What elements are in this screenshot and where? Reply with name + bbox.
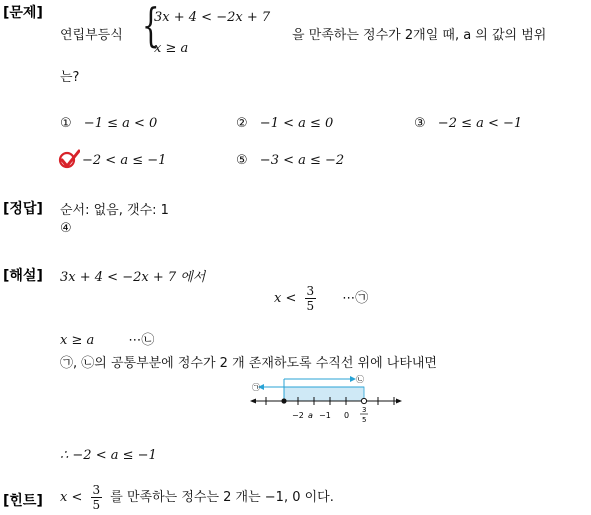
hint-fraction (91, 483, 103, 512)
choice-text: −3 < a ≤ −2 (259, 153, 345, 168)
tick-label-fraction-numerator: 3 (362, 406, 367, 414)
hint-line (60, 483, 334, 512)
equation-tag: ⋯㉡ (128, 333, 155, 348)
choice-3[interactable] (414, 116, 522, 131)
system-equation-1: 3x + 4 < −2x + 7 (154, 10, 271, 25)
ineq-text: x ≥ a (60, 333, 95, 348)
hint-text: 를 만족하는 정수는 2 개는 −1, 0 이다. (110, 490, 334, 505)
fraction-denominator: 5 (306, 299, 315, 313)
solution-label: [해설] (3, 268, 43, 284)
fraction-numerator: 3 (92, 483, 101, 497)
hint-lhs: x < (60, 490, 83, 505)
system-brace: { (142, 0, 160, 52)
tick-label-minus-one: −1 (319, 411, 331, 420)
problem-label: [문제] (3, 5, 43, 21)
choice-1[interactable] (60, 116, 157, 131)
choice-text: −2 ≤ a < −1 (437, 116, 523, 131)
fraction-denominator: 5 (92, 498, 101, 512)
number-line-diagram (248, 374, 408, 430)
tick-label-fraction-denominator: 5 (362, 416, 367, 424)
hint-label: [힌트] (3, 493, 43, 509)
answer-line1: 순서: 없음, 갯수: 1 (60, 203, 169, 218)
label-circle-right: ㉡ (356, 375, 364, 384)
ineq-lhs: x < (274, 291, 297, 306)
choice-text: −1 ≤ a < 0 (83, 116, 158, 131)
axis-arrow-left (250, 399, 256, 404)
problem-intro: 연립부등식 (60, 28, 123, 43)
choice-5[interactable] (236, 153, 344, 168)
question-text-line2: 는? (60, 70, 80, 85)
question-text-line1: 을 만족하는 정수가 2개일 때, a 의 값의 범위 (292, 28, 547, 43)
solution-conclusion: ∴ −2 < a ≤ −1 (60, 448, 157, 463)
choice-number: ② (236, 116, 248, 131)
tick-label-minus-two: −2 (292, 411, 304, 420)
choice-2[interactable] (236, 116, 333, 131)
solution-inequality-2 (60, 329, 154, 348)
equation-tag: ⋯㉠ (342, 291, 369, 306)
choice-number: ③ (414, 116, 426, 131)
choice-number: ⑤ (236, 153, 248, 168)
solution-line1: 3x + 4 < −2x + 7 에서 (60, 270, 206, 285)
check-mark-icon (58, 149, 80, 169)
tick-label-a: a (308, 411, 313, 420)
choice-number: ① (60, 116, 72, 131)
choice-text: −2 < a ≤ −1 (82, 153, 167, 168)
answer-label: [정답] (3, 201, 43, 217)
system-equation-2: x ≥ a (154, 41, 189, 56)
choice-text: −1 < a ≤ 0 (259, 116, 334, 131)
fraction-numerator: 3 (306, 284, 315, 298)
choice-4[interactable] (60, 153, 166, 168)
ineq-fraction (305, 284, 317, 313)
solution-line4: ㉠, ㉡의 공통부분에 정수가 2 개 존재하도록 수직선 위에 나타내면 (60, 356, 437, 371)
closed-point-a (281, 398, 286, 403)
label-circle-left: ㉠ (252, 383, 260, 392)
solution-inequality-1 (274, 284, 368, 313)
shaded-region (284, 387, 364, 401)
tick-label-zero: 0 (344, 411, 350, 420)
answer-line2: ④ (60, 221, 72, 236)
open-point-three-fifths (361, 398, 366, 403)
axis-arrow-right (396, 399, 402, 404)
